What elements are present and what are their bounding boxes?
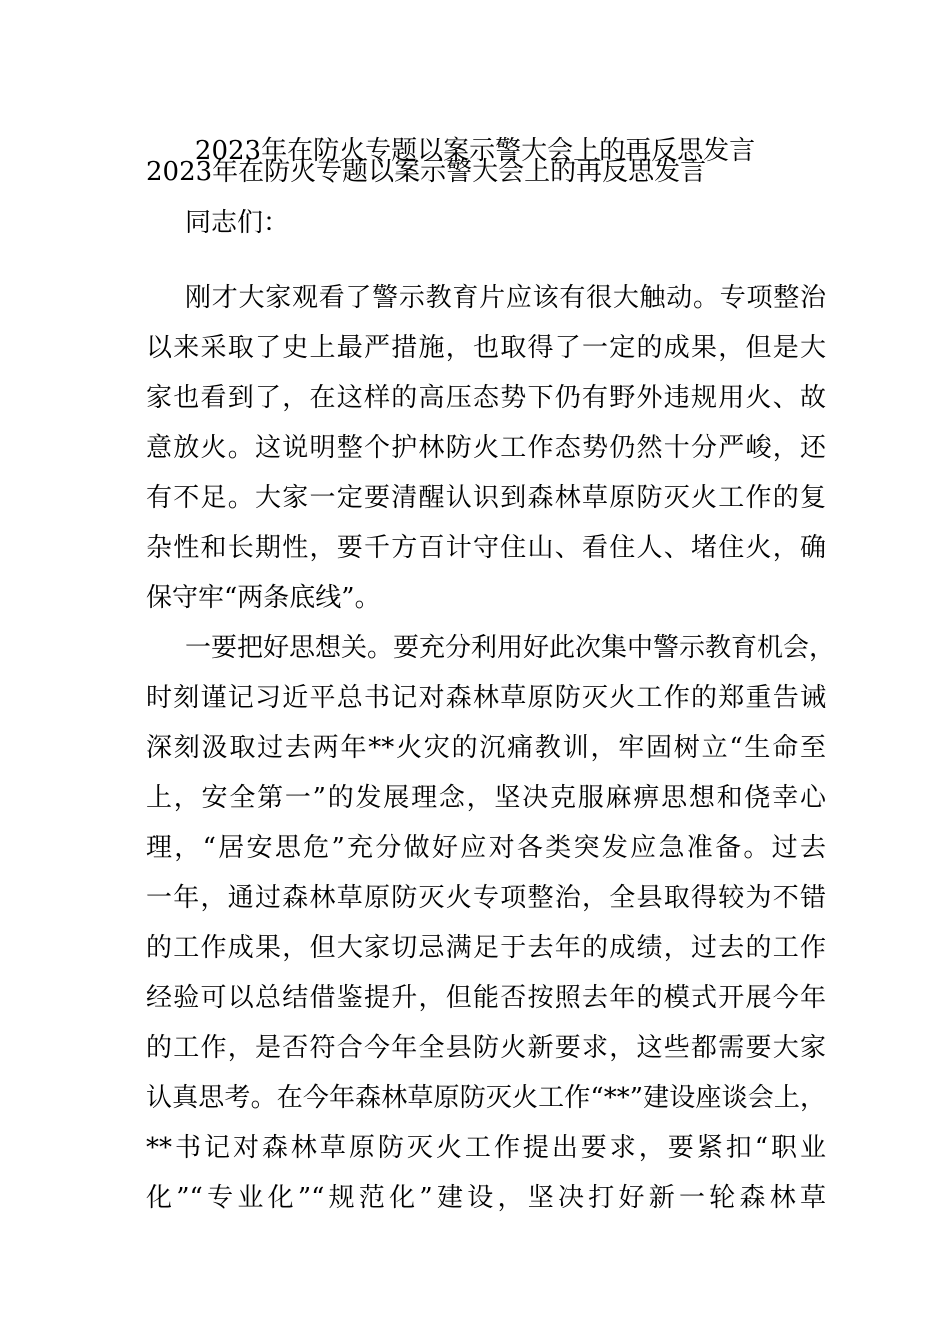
paragraph-line: 意放火。这说明整个护林防火工作态势仍然十分严峻，还 xyxy=(146,433,826,463)
salutation: 同志们： xyxy=(185,208,290,238)
paragraph-line: 刚才大家观看了警示教育片应该有很大触动。专项整治 xyxy=(185,283,826,313)
paragraph-line: 的工作，是否符合今年全县防火新要求，这些都需要大家 xyxy=(146,1033,826,1063)
paragraph-line: 理，“居安思危”充分做好应对各类突发应急准备。过去 xyxy=(146,833,826,863)
paragraph-line: **书记对森林草原防灭火工作提出要求，要紧扣“职业 xyxy=(146,1133,826,1163)
document-title: 2023年在防火专题以案示警大会上的再反思发言 xyxy=(194,136,756,166)
paragraph-line: 以来采取了史上最严措施，也取得了一定的成果，但是大 xyxy=(146,333,826,363)
paragraph-line: 化”“专业化”“规范化”建设，坚决打好新一轮森林草 xyxy=(146,1183,826,1213)
paragraph-1 xyxy=(146,273,826,623)
document-subtitle: 2023年在防火专题以案示警大会上的再反思发言 xyxy=(146,157,707,187)
paragraph-line: 保守牢“两条底线”。 xyxy=(146,583,381,613)
paragraph-line: 一年，通过森林草原防灭火专项整治，全县取得较为不错 xyxy=(146,883,826,913)
paragraph-line: 家也看到了，在这样的高压态势下仍有野外违规用火、故 xyxy=(146,383,826,413)
paragraph-line: 的工作成果，但大家切忌满足于去年的成绩，过去的工作 xyxy=(146,933,826,963)
paragraph-line: 经验可以总结借鉴提升，但能否按照去年的模式开展今年 xyxy=(146,983,826,1013)
paragraph-line: 认真思考。在今年森林草原防灭火工作“**”建设座谈会上， xyxy=(146,1083,826,1113)
paragraph-line: 有不足。大家一定要清醒认识到森林草原防灭火工作的复 xyxy=(146,483,826,513)
paragraph-line: 深刻汲取过去两年**火灾的沉痛教训，牢固树立“生命至 xyxy=(146,733,826,763)
paragraph-line: 上，安全第一”的发展理念，坚决克服麻痹思想和侥幸心 xyxy=(146,783,826,813)
paragraph-line: 杂性和长期性，要千方百计守住山、看住人、堵住火，确 xyxy=(146,533,826,563)
paragraph-line: 一要把好思想关。要充分利用好此次集中警示教育机会， xyxy=(185,633,836,663)
paragraph-2 xyxy=(146,623,836,1223)
paragraph-line: 时刻谨记习近平总书记对森林草原防灭火工作的郑重告诫 xyxy=(146,683,826,713)
